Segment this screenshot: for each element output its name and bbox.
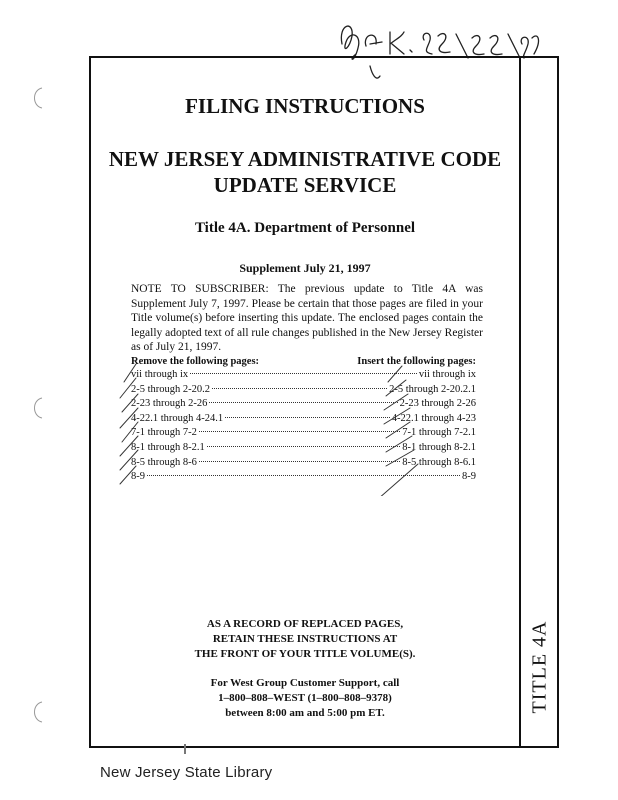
insert-pages: 7-1 through 7-2.1	[402, 427, 476, 439]
code-heading-line1: NEW JERSEY ADMINISTRATIVE CODE	[108, 147, 502, 171]
record-line1: AS A RECORD OF REPLACED PAGES,	[206, 618, 404, 630]
support-hours: between 8:00 am and 5:00 pm ET.	[225, 707, 385, 719]
remove-pages: 7-1 through 7-2	[131, 427, 197, 439]
insert-pages: 8-5 through 8-6.1	[402, 456, 476, 468]
record-line3: THE FRONT OF YOUR TITLE VOLUME(S).	[194, 648, 416, 660]
remove-pages: vii through ix	[131, 369, 189, 380]
record-line2: RETAIN THESE INSTRUCTIONS AT	[212, 633, 398, 645]
title-tab-label: TITLE 4A	[528, 620, 551, 714]
remove-pages: 4-22.1 through 4-24.1	[131, 412, 224, 424]
remove-pages: 2-5 through 2-20.2	[131, 383, 211, 395]
punch-hole-mark	[30, 700, 44, 724]
insert-pages: 8-9	[462, 471, 476, 483]
punch-hole-mark	[30, 396, 44, 420]
customer-support	[89, 676, 521, 721]
supplement-date: Supplement July 21, 1997	[239, 261, 371, 275]
library-stamp: New Jersey State Library	[100, 764, 273, 781]
remove-pages: 8-5 through 8-6	[131, 456, 197, 468]
insert-pages: 2-5 through 2-20.2.1	[389, 383, 476, 395]
handwritten-checkmarks	[110, 356, 510, 496]
insert-pages: 8-1 through 8-2.1	[402, 441, 476, 453]
code-heading-line2: UPDATE SERVICE	[213, 173, 397, 197]
support-line1: For West Group Customer Support, call	[210, 677, 400, 689]
title-line: Title 4A. Department of Personnel	[194, 220, 416, 236]
insert-header: Insert the following pages:	[357, 356, 476, 367]
filing-instructions-heading: FILING INSTRUCTIONS	[185, 94, 425, 118]
insert-pages: 4-22.1 through 4-23	[391, 412, 476, 424]
insert-pages: vii through ix	[418, 369, 476, 380]
remove-pages: 2-23 through 2-26	[131, 398, 208, 410]
support-phone: 1–800–808–WEST (1–800–808–9378)	[218, 692, 392, 704]
code-service-heading	[89, 146, 521, 198]
punch-hole-mark	[30, 86, 44, 110]
remove-pages: 8-9	[131, 471, 145, 483]
subscriber-note: NOTE TO SUBSCRIBER: The previous update to Title 4A was Supplement July 7, 1997. Please be certain that those pages are filed in your Title volume(s) before inserting this update. The enclosed pages contain the legally adopted text of all rule changes published in the New Jersey Register as of July 21, 1997.	[131, 283, 483, 354]
record-instructions	[89, 617, 521, 662]
remove-pages: 8-1 through 8-2.1	[131, 441, 205, 453]
scan-mark	[184, 744, 186, 754]
insert-pages: 2-23 through 2-26	[399, 398, 476, 410]
remove-header: Remove the following pages:	[131, 356, 260, 367]
